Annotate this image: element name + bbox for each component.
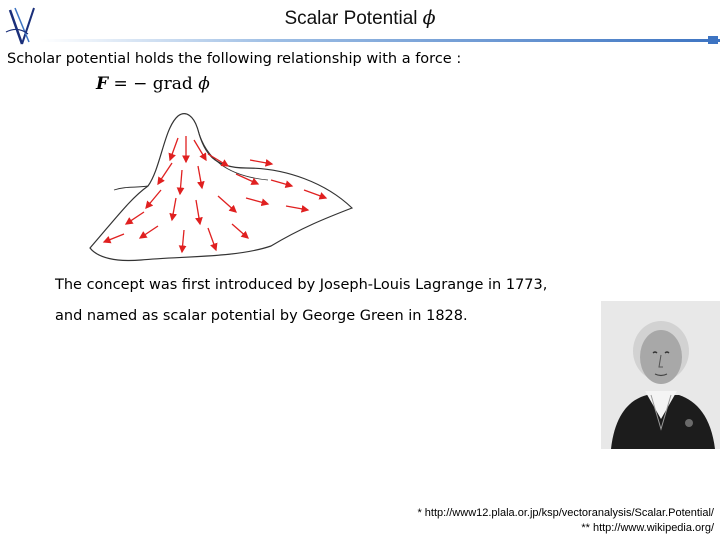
footnote-source-2: ** http://www.wikipedia.org/ (581, 522, 714, 534)
slide-title (0, 7, 720, 30)
formula-force: F (96, 74, 109, 94)
footnote-source-1: * http://www12.plala.or.jp/ksp/vectoranalysis/Scalar.Potential/ (417, 507, 714, 519)
title-divider-cap (708, 36, 718, 44)
scalar-potential-surface-figure (86, 108, 358, 268)
history-line-2: and named as scalar potential by George Green in 1828. (55, 308, 468, 324)
formula-operator: = − grad (108, 74, 199, 94)
lagrange-portrait (601, 301, 720, 449)
title-divider (40, 39, 720, 42)
formula-potential: ϕ (198, 74, 210, 94)
force-formula (96, 74, 210, 94)
intro-text: Scholar potential holds the following relationship with a force : (7, 51, 462, 67)
slide-title-symbol: ϕ (422, 7, 436, 29)
slide-title-text: Scalar Potential (284, 8, 418, 29)
history-line-1: The concept was first introduced by Joseph-Louis Lagrange in 1773, (55, 277, 548, 293)
